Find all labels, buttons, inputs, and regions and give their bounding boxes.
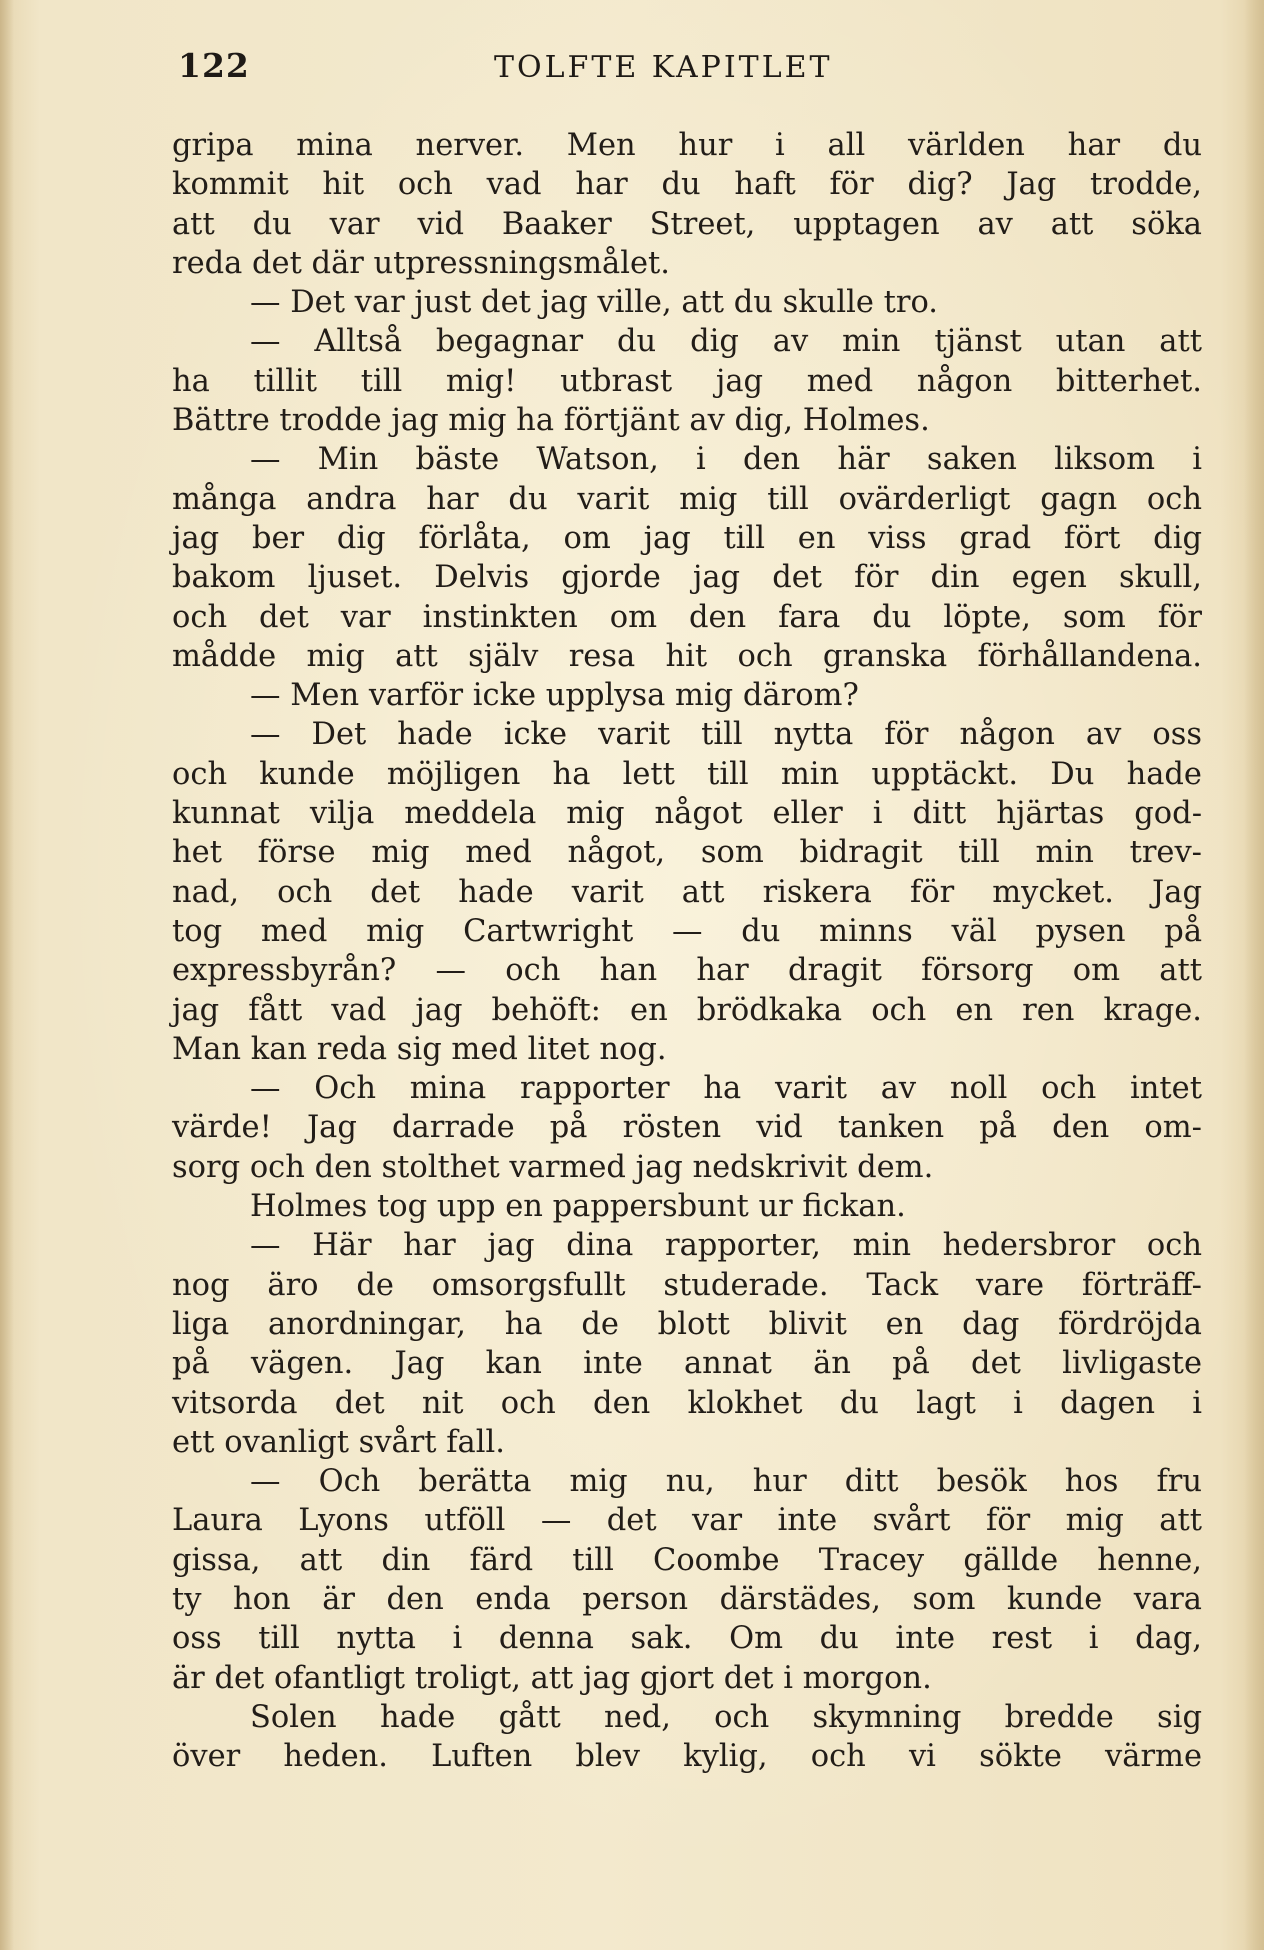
text-line: nad, och det hade varit att riskera för mycket. Jag [172,874,1202,910]
text-line: är det ofantligt troligt, att jag gjort det i morgon. [172,1660,932,1696]
text-line: — Och mina rapporter ha varit av noll och intet [250,1071,1202,1107]
text-line: mådde mig att själv resa hit och granska förhållandena. [172,638,1202,674]
text-line: gissa, att din färd till Coombe Tracey gällde henne, [172,1542,1202,1578]
text-line: bakom ljuset. Delvis gjorde jag det för din egen skull, [172,560,1202,596]
text-line: jag fått vad jag behöft: en brödkaka och en ren krage. [172,992,1202,1028]
text-line: ha tillit till mig! utbrast jag med någon bitterhet. [172,363,1202,399]
text-line: — Här har jag dina rapporter, min hedersbror och [250,1228,1202,1264]
text-line: expressbyrån? — och han har dragit försorg om att [172,953,1202,989]
text-line: kunnat vilja meddela mig något eller i ditt hjärtas god- [172,796,1202,832]
text-line: — Min bäste Watson, i den här saken liksom i [250,442,1202,478]
text-line: att du var vid Baaker Street, upptagen av att söka [172,206,1202,242]
text-line: reda det där utpressningsmålet. [172,245,670,281]
page-number: 122 [178,46,250,85]
text-line: sorg och den stolthet varmed jag nedskrivit dem. [172,1149,934,1185]
text-line: nog äro de omsorgsfullt studerade. Tack vare förträff- [172,1267,1202,1303]
text-line: — Det hade icke varit till nytta för någon av oss [250,717,1202,753]
text-line: — Men varför icke upplysa mig därom? [250,678,859,714]
text-line: Bättre trodde jag mig ha förtjänt av dig, Holmes. [172,403,930,439]
text-line: jag ber dig förlåta, om jag till en viss grad fört dig [172,520,1202,556]
page-edge-right [1244,0,1264,1950]
text-line: oss till nytta i denna sak. Om du inte rest i dag, [172,1621,1202,1657]
text-line: värde! Jag darrade på rösten vid tanken på den om- [172,1110,1202,1146]
text-line: kommit hit och vad har du haft för dig? Jag trodde, [172,167,1202,203]
text-line: — Alltså begagnar du dig av min tjänst utan att [250,324,1202,360]
page-edge-left [0,0,14,1950]
text-line: många andra har du varit mig till ovärderligt gagn och [172,481,1202,517]
text-line: på vägen. Jag kan inte annat än på det livligaste [172,1346,1202,1382]
text-line: het förse mig med något, som bidragit till min trev- [172,835,1202,871]
text-line: och det var instinkten om den fara du löpte, som för [172,599,1202,635]
text-line: gripa mina nerver. Men hur i all världen har du [172,128,1202,163]
text-line: ty hon är den enda person därstädes, som kunde vara [172,1581,1202,1617]
text-line: Laura Lyons utföll — det var inte svårt för mig att [172,1503,1202,1539]
page-header [178,46,1208,96]
text-line: Man kan reda sig med litet nog. [172,1031,667,1067]
text-line: Solen hade gått ned, och skymning bredde sig [250,1699,1202,1735]
text-line: tog med mig Cartwright — du minns väl pysen på [172,913,1202,949]
text-line: Holmes tog upp en pappersbunt ur fickan. [250,1189,906,1225]
body-text [172,126,1202,1776]
text-line: — Det var just det jag ville, att du skulle tro. [250,285,939,321]
text-line: — Och berätta mig nu, hur ditt besök hos fru [250,1464,1202,1500]
text-line: över heden. Luften blev kylig, och vi sökte värme [172,1739,1202,1775]
text-line: liga anordningar, ha de blott blivit en dag fördröjda [172,1306,1202,1342]
text-line: vitsorda det nit och den klokhet du lagt i dagen i [172,1385,1202,1421]
text-line: ett ovanligt svårt fall. [172,1424,505,1460]
running-head: TOLFTE KAPITLET [494,50,833,85]
text-line: och kunde möjligen ha lett till min upptäckt. Du hade [172,756,1202,792]
